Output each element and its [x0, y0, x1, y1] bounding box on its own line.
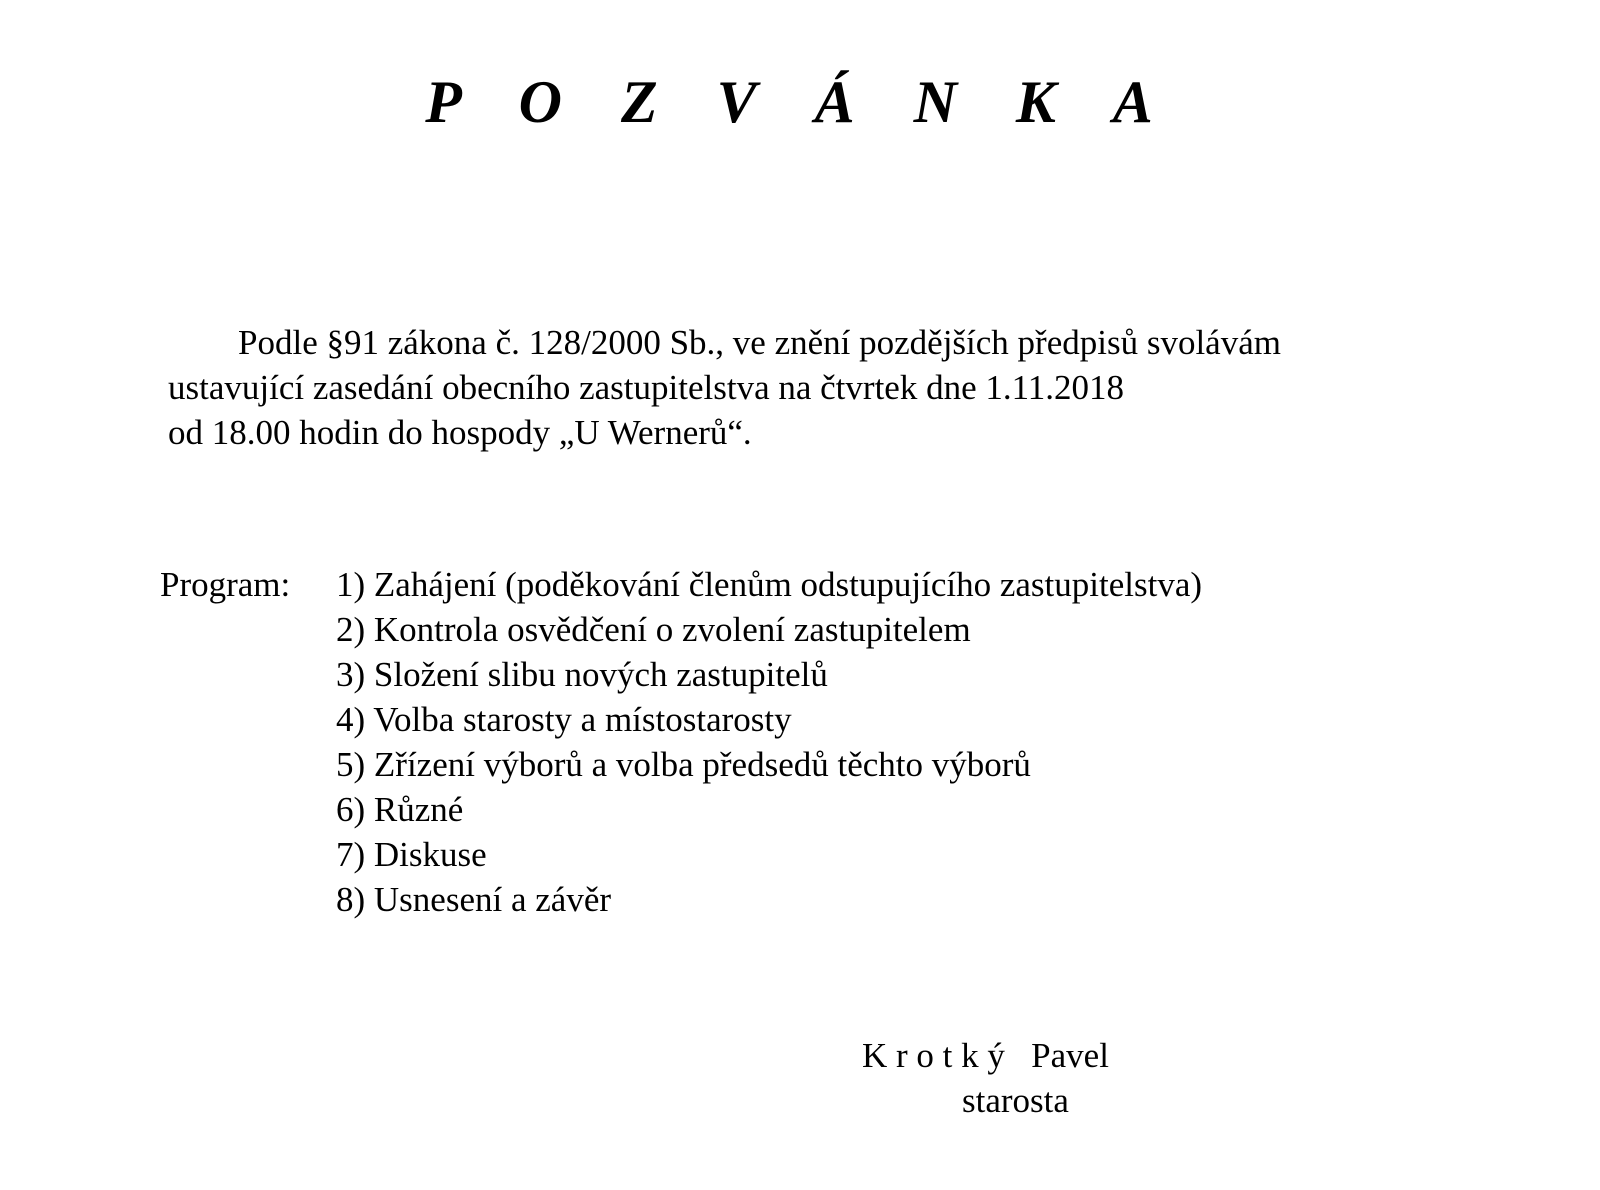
program-list [336, 562, 1202, 922]
program-label: Program: [160, 565, 291, 604]
program-item: 6) Různé [336, 790, 464, 829]
program-item: 1) Zahájení (poděkování členům odstupujícího zastupitelstva) [336, 565, 1203, 604]
body-line-1: Podle §91 zákona č. 128/2000 Sb., ve znění pozdějších předpisů svolávám [238, 323, 1281, 362]
program-item: 2) Kontrola osvědčení o zvolení zastupitelem [336, 610, 971, 649]
document-title: P O Z V Á N K A [425, 69, 1175, 135]
program-item: 7) Diskuse [336, 835, 487, 874]
program-item: 4) Volba starosty a místostarosty [336, 700, 792, 739]
program-item: 3) Složení slibu nových zastupitelů [336, 655, 828, 694]
program-item: 5) Zřízení výborů a volba předsedů těchto výborů [336, 745, 1031, 784]
signature-name: K r o t k ý Pavel [862, 1036, 1109, 1075]
signature-role: starosta [962, 1081, 1069, 1120]
body-line-3: od 18.00 hodin do hospody „U Wernerů“. [168, 413, 752, 452]
program-item: 8) Usnesení a závěr [336, 880, 612, 919]
body-line-2: ustavující zasedání obecního zastupitelstva na čtvrtek dne 1.11.2018 [168, 368, 1125, 407]
